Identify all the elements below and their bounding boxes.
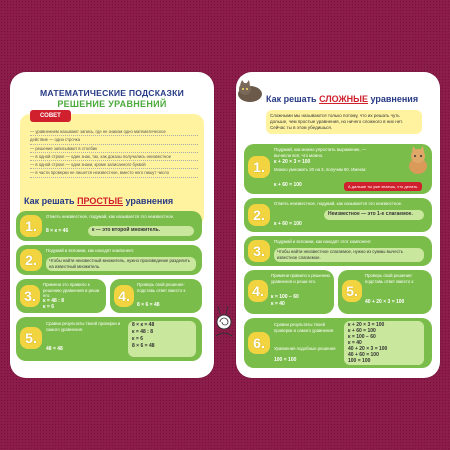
right-page xyxy=(236,72,440,378)
cat-illustration-icon xyxy=(404,146,430,176)
step-text: Подумай и вспомни, как находят этот компонент. xyxy=(274,239,372,244)
solution-box: 8 × к = 48 к = 48 : 8 к = 6 8 × 6 = 48 xyxy=(128,321,196,357)
step-text: Сравни результаты твоей проверки и самого уравнения. xyxy=(274,322,335,333)
step-number: 4. xyxy=(114,285,134,307)
step-2 xyxy=(16,245,202,275)
snail-doodle-icon xyxy=(212,300,236,340)
step-text: Отметь неизвестное, подумай, как называется это неизвестное. xyxy=(46,214,175,219)
answer-box: Неизвестное — это 1-е слагаемое. xyxy=(324,210,424,220)
step-text: Отметь неизвестное, подумай, как называется это неизвестное. xyxy=(274,201,403,206)
step-text: Подумай и вспомни, как находят компонент. xyxy=(46,248,135,253)
rule-box: Чтобы найти неизвестное слагаемое, нужно из суммы вычесть известное слагаемое. xyxy=(274,248,424,262)
advice-line: — в одной строке — один знак, так, как доказы получились неизвестное xyxy=(30,153,198,161)
step-equation: 40 + 20 × 3 = 100 xyxy=(365,299,405,305)
step-equation: к + 60 = 100 xyxy=(274,182,302,188)
page-subtitle: РЕШЕНИЕ УРАВНЕНИЙ xyxy=(57,99,167,109)
step-text: Уравнения подобные решения xyxy=(274,346,336,351)
step-equation: к = 40 xyxy=(271,301,285,307)
step-equation: к = 6 xyxy=(43,304,54,310)
advice-list xyxy=(30,128,198,178)
step-number: 3. xyxy=(20,285,40,307)
advice-line: — решение записывают в столбик xyxy=(30,145,198,153)
step-5 xyxy=(338,270,432,314)
answer-box: к — это второй множитель. xyxy=(88,226,194,236)
step-number: 3. xyxy=(248,240,270,262)
section-title-simple: Как решать ПРОСТЫЕ уравнения xyxy=(24,196,174,206)
step-equation: 8 × к = 46 xyxy=(46,228,69,234)
step-text: Подумай, как можно упростить выражение, — вычисли всё, что можно. xyxy=(274,147,367,158)
step-text: Проверь свой решение: подставь ответ вместо к xyxy=(137,282,186,293)
step-equation: к + 60 = 100 xyxy=(274,221,302,227)
step-3 xyxy=(16,279,106,313)
hint-note: А дальше ты уже знаешь, что делать. xyxy=(344,182,422,191)
advice-line: — уравнением называют запись, где не знаком одно математическое xyxy=(30,128,198,136)
rule-box: Чтобы найти неизвестный множитель, нужно произведение разделить на известный множитель. xyxy=(46,257,196,271)
step-6 xyxy=(244,318,432,368)
step-equation: к + 20 × 3 = 100 xyxy=(274,159,311,165)
step-equation: 8 × 6 = 48 xyxy=(137,302,160,308)
step-text: Сравни результаты твоей проверки и самого уравнения. xyxy=(46,321,121,332)
step-number: 5. xyxy=(342,280,362,302)
page-title: МАТЕМАТИЧЕСКИЕ ПОДСКАЗКИ xyxy=(40,88,184,98)
advice-line: — в одной строке — одни знаки, кроме записанного буквой xyxy=(30,161,198,169)
step-text: Можно умножить 20 на 3, получим 60. Имеем: xyxy=(274,167,367,172)
step-4 xyxy=(110,279,202,313)
step-equation: 100 = 100 xyxy=(274,357,297,363)
solution-box: к + 20 × 3 = 100 к + 60 = 100 к = 100 − 60 к = 40 40 + 20 × 3 = 100 40 + 60 = 100 100 = 100 xyxy=(344,321,424,365)
step-number: 5. xyxy=(20,327,42,349)
section-title-complex: Как решать СЛОЖНЫЕ уравнения xyxy=(266,94,419,104)
step-equation: 48 = 48 xyxy=(46,346,63,352)
step-number: 4. xyxy=(248,280,268,302)
advice-line: действие — одна строчка xyxy=(30,136,198,144)
step-1 xyxy=(16,211,202,241)
step-number: 6. xyxy=(248,332,270,354)
advice-line: — в части проверки не пишется неизвестное, вместо него пишут число xyxy=(30,169,198,177)
step-5 xyxy=(16,317,202,361)
step-4 xyxy=(244,270,334,314)
step-text: Проверь свой решение: подставь ответ вместо к xyxy=(365,273,414,284)
intro-text: Сложными мы называются только потому, что их решать чуть дольше, чем простые уравнения, но ничего сложного в них нет. Сейчас ты в этом убедишься. xyxy=(266,110,422,134)
step-equation: к = 48 : 8 xyxy=(43,298,64,304)
step-number: 2. xyxy=(20,249,42,271)
step-equation: к = 100 − 60 xyxy=(271,294,299,300)
advice-box xyxy=(20,114,204,226)
step-number: 1. xyxy=(248,156,270,178)
step-text: Примени это правило к решению уравнения и реши его. xyxy=(43,282,100,299)
advice-badge: СОВЕТ xyxy=(30,110,71,122)
step-number: 1. xyxy=(20,215,42,237)
step-text: Примени правило к решению уравнения и реши его. xyxy=(271,273,330,284)
step-number: 2. xyxy=(248,204,270,226)
left-page xyxy=(10,72,214,378)
step-2 xyxy=(244,198,432,232)
step-3 xyxy=(244,236,432,266)
cat-illustration-icon xyxy=(236,78,264,104)
step-1 xyxy=(244,144,432,194)
